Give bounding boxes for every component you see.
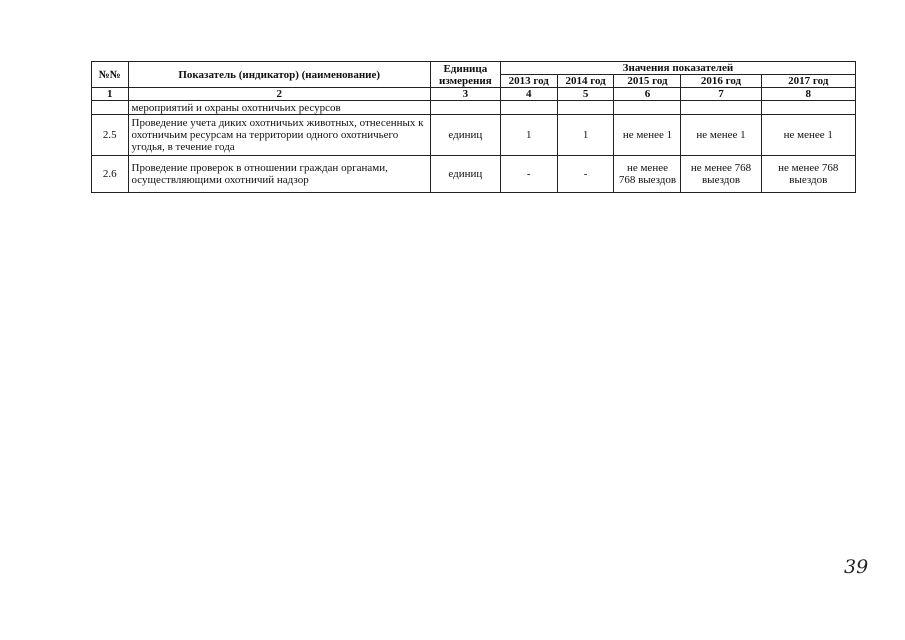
row-unit: единиц [430, 156, 500, 193]
row-indicator: Проведение учета диких охотничьих животных, отнесенных к охотничьим ресурсам на территории одного охотничьего угодья, в течение года [128, 115, 430, 156]
column-number: 3 [430, 88, 500, 101]
row-unit: единиц [430, 115, 500, 156]
header-year-2013: 2013 год [500, 75, 557, 88]
column-number: 1 [92, 88, 129, 101]
row-value-2016: не менее 768 выездов [681, 156, 761, 193]
row-value-2015: не менее 1 [614, 115, 681, 156]
header-year-2016: 2016 год [681, 75, 761, 88]
column-number: 5 [557, 88, 614, 101]
page-number: 39 [844, 556, 869, 578]
table-cell [681, 101, 761, 115]
header-values-group: Значения показателей [500, 62, 855, 75]
row-value-2015: не менее 768 выездов [614, 156, 681, 193]
header-unit: Единица измерения [430, 62, 500, 88]
table-cell [761, 101, 855, 115]
header-year-2017: 2017 год [761, 75, 855, 88]
continuation-text: мероприятий и охраны охотничьих ресурсов [128, 101, 430, 115]
table-cell [92, 101, 129, 115]
header-row [92, 62, 856, 75]
table-row [92, 156, 856, 193]
table-cell [500, 101, 557, 115]
header-year-2014: 2014 год [557, 75, 614, 88]
continuation-row [92, 101, 856, 115]
table-cell [614, 101, 681, 115]
row-value-2014: 1 [557, 115, 614, 156]
row-value-2013: 1 [500, 115, 557, 156]
row-value-2013: - [500, 156, 557, 193]
column-numbers-row [92, 88, 856, 101]
row-value-2014: - [557, 156, 614, 193]
row-indicator: Проведение проверок в отношении граждан органами, осуществляющими охотничий надзор [128, 156, 430, 193]
column-number: 7 [681, 88, 761, 101]
header-indicator: Показатель (индикатор) (наименование) [128, 62, 430, 88]
table-cell [430, 101, 500, 115]
row-value-2017: не менее 768 выездов [761, 156, 855, 193]
header-year-2015: 2015 год [614, 75, 681, 88]
row-number: 2.6 [92, 156, 129, 193]
row-number: 2.5 [92, 115, 129, 156]
indicators-table [91, 61, 856, 193]
table-row [92, 115, 856, 156]
column-number: 2 [128, 88, 430, 101]
column-number: 8 [761, 88, 855, 101]
row-value-2017: не менее 1 [761, 115, 855, 156]
table-cell [557, 101, 614, 115]
row-value-2016: не менее 1 [681, 115, 761, 156]
header-num: №№ [92, 62, 129, 88]
column-number: 4 [500, 88, 557, 101]
column-number: 6 [614, 88, 681, 101]
